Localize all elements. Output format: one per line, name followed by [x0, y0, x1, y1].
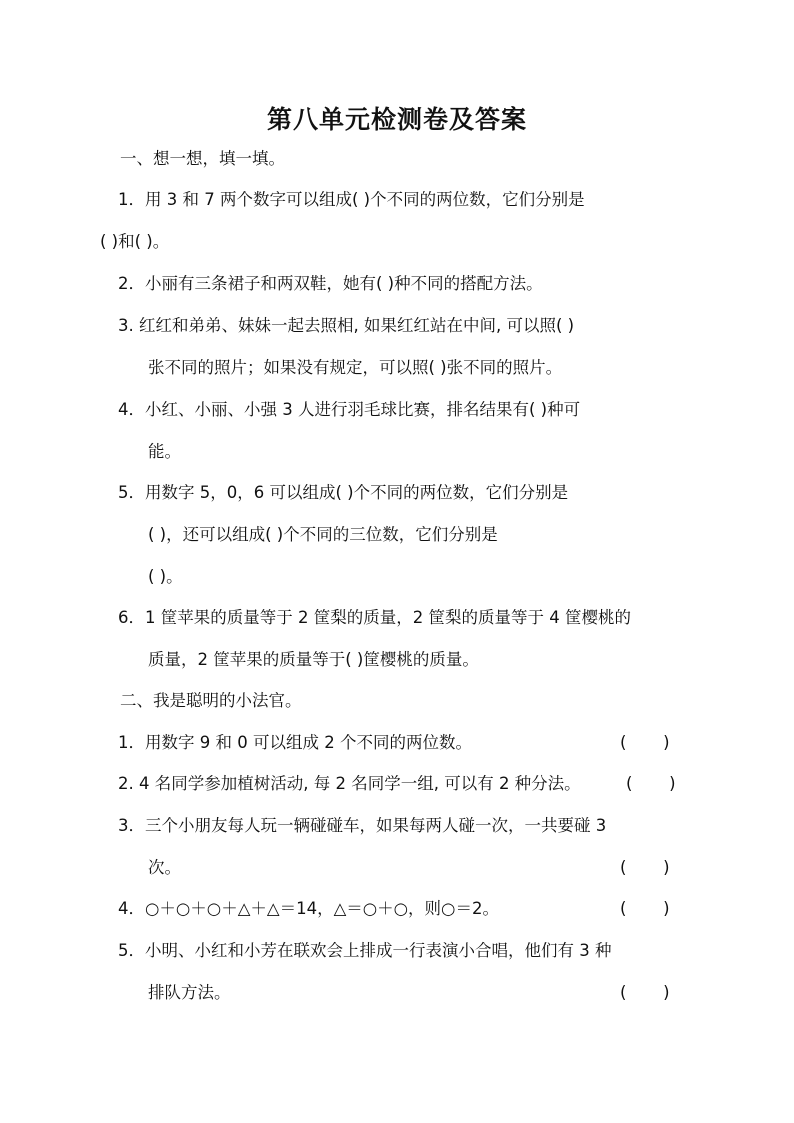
question-1-4-line-2: 能。	[148, 442, 181, 461]
question-2-1-line-1: 1．用数字 9 和 0 可以组成 2 个不同的两位数。	[118, 733, 472, 752]
answer-paren-2-2: ( )	[626, 774, 676, 793]
question-1-6-line-2: 质量，2 筐苹果的质量等于( )筐樱桃的质量。	[148, 650, 479, 669]
answer-paren-2-3: ( )	[620, 858, 670, 877]
question-1-1-line-2: ( )和( )。	[100, 232, 170, 251]
answer-paren-2-4: ( )	[620, 899, 670, 918]
question-2-5-line-1: 5．小明、小红和小芳在联欢会上排成一行表演小合唱，他们有 3 种	[118, 941, 612, 960]
question-1-1-line-1: 1．用 3 和 7 两个数字可以组成( )个不同的两位数，它们分别是	[118, 190, 585, 209]
question-1-2-line-1: 2．小丽有三条裙子和两双鞋，她有( )种不同的搭配方法。	[118, 274, 543, 293]
question-1-3-line-2: 张不同的照片；如果没有规定，可以照( )张不同的照片。	[148, 358, 563, 377]
section-2-heading: 二、我是聪明的小法官。	[120, 691, 302, 710]
page-title: 第八单元检测卷及答案	[266, 105, 527, 134]
question-1-5-line-1: 5．用数字 5，0，6 可以组成( )个不同的两位数，它们分别是	[118, 483, 569, 502]
question-1-3-line-1: 3. 红红和弟弟、妹妹一起去照相, 如果红红站在中间, 可以照( )	[118, 316, 575, 335]
question-2-5-line-2: 排队方法。	[148, 983, 231, 1002]
question-1-6-line-1: 6．1 筐苹果的质量等于 2 筐梨的质量，2 筐梨的质量等于 4 筐樱桃的	[118, 608, 631, 627]
section-1-heading: 一、想一想，填一填。	[120, 149, 285, 168]
question-2-4-line-1: 4．○＋○＋○＋△＋△＝14，△＝○＋○，则○＝2。	[118, 899, 499, 918]
question-2-2-line-1: 2. 4 名同学参加植树活动, 每 2 名同学一组, 可以有 2 种分法。	[118, 774, 581, 793]
question-2-3-line-2: 次。	[148, 858, 181, 877]
question-2-3-line-1: 3．三个小朋友每人玩一辆碰碰车，如果每两人碰一次，一共要碰 3	[118, 816, 607, 835]
question-1-4-line-1: 4．小红、小丽、小强 3 人进行羽毛球比赛，排名结果有( )种可	[118, 400, 581, 419]
question-1-5-line-3: ( )。	[148, 567, 183, 586]
answer-paren-2-1: ( )	[620, 733, 670, 752]
question-1-5-line-2: ( )，还可以组成( )个不同的三位数，它们分别是	[148, 525, 498, 544]
answer-paren-2-5: ( )	[620, 983, 670, 1002]
